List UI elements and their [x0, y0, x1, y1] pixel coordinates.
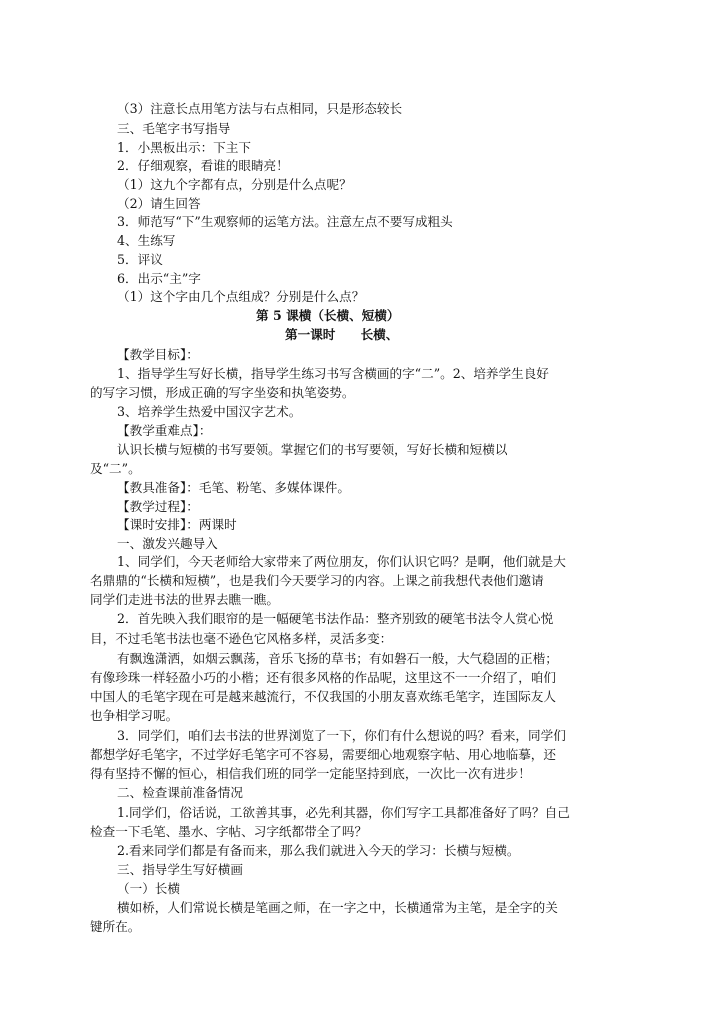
- text-line: 检查一下毛笔、墨水、字帖、习字纸都带全了吗？: [90, 824, 368, 839]
- text-line: 4、生练写: [117, 233, 176, 248]
- text-line: 6．出示“主”字: [117, 271, 201, 286]
- text-line: 2．首先映入我们眼帘的是一幅硬笔书法作品：整齐别致的硬笔书法令人赏心悦: [117, 611, 554, 626]
- text-line: 的写字习惯，形成正确的写字坐姿和执笔姿势。: [90, 385, 355, 400]
- text-line: 同学们走进书法的世界去瞧一瞧。: [90, 592, 279, 607]
- text-line: 名鼎鼎的“长横和短横”，也是我们今天要学习的内容。上课之前我想代表他们邀请: [90, 573, 544, 588]
- text-line: 3．同学们，咱们去书法的世界浏览了一下，你们有什么想说的吗？看来，同学们: [117, 728, 566, 743]
- lesson-subtitle: 第一课时 长横、: [285, 327, 399, 342]
- section-heading: 三、指导学生写好横画: [117, 862, 243, 877]
- text-line: 1、指导学生写好长横，指导学生练习书写含横画的字“二”。2、培养学生良好: [117, 366, 549, 381]
- section-heading: 三、毛笔字书写指导: [117, 121, 231, 136]
- text-line: 键所在。: [90, 919, 141, 934]
- text-line: 认识长横与短横的书写要领。掌握它们的书写要领，写好长横和短横以: [117, 442, 508, 457]
- text-line: 目，不过毛笔书法也毫不逊色它风格多样，灵活多变：: [90, 631, 393, 646]
- text-line: （1）这个字由几个点组成？分别是什么点？: [117, 289, 365, 304]
- text-line: 横如桥，人们常说长横是笔画之师，在一字之中，长横通常为主笔，是全字的关: [117, 900, 558, 915]
- schedule-line: 【课时安排】：两课时: [117, 517, 237, 532]
- text-line: 及“二”。: [90, 461, 141, 476]
- text-line: 3．师范写“下”生观察师的运笔方法。注意左点不要写成粗头: [117, 214, 453, 229]
- text-line: 中国人的毛笔字现在可是越来越流行，不仅我国的小朋友喜欢练毛笔字，连国际友人: [90, 689, 556, 704]
- text-line: （2）请生回答: [117, 196, 201, 211]
- text-line: 3、培养学生热爱中国汉字艺术。: [117, 404, 302, 419]
- text-line: 1.同学们，俗话说，工欲善其事，必先利其器，你们写字工具都准备好了吗？自己: [117, 805, 570, 820]
- text-line: 有飘逸潇洒，如烟云飘荡，音乐飞扬的草书；有如磐石一般，大气稳固的正楷；: [117, 651, 558, 666]
- text-line: 都想学好毛笔字，不过学好毛笔字可不容易，需要细心地观察字帖、用心地临摹，还: [90, 747, 556, 762]
- process-heading: 【教学过程】：: [117, 499, 199, 514]
- key-points-heading: 【教学重难点】：: [117, 423, 212, 438]
- text-line: 2.看来同学们都是有备而来，那么我们就进入今天的学习：长横与短横。: [117, 843, 520, 858]
- section-heading: 二、检查课前准备情况: [117, 785, 243, 800]
- objectives-heading: 【教学目标】：: [117, 347, 199, 362]
- text-line: 得有坚持不懈的恒心，相信我们班的同学一定能坚持到底，一次比一次有进步！: [90, 766, 531, 781]
- text-line: 1．小黑板出示：下主下: [117, 140, 251, 155]
- lesson-title: 第 5 课横（长横、短横）: [256, 308, 400, 323]
- subsection-heading: （一）长横: [117, 881, 180, 896]
- materials-line: 【教具准备】：毛笔、粉笔、多媒体课件。: [117, 480, 350, 495]
- text-line: 2．仔细观察，看谁的眼睛亮！: [117, 158, 289, 173]
- text-line: （3）注意长点用笔方法与右点相同，只是形态较长: [117, 101, 403, 116]
- text-line: 1、同学们，今天老师给大家带来了两位朋友，你们认识它吗？是啊，他们就是大: [117, 554, 566, 569]
- text-line: 也争相学习呢。: [90, 708, 179, 723]
- text-line: （1）这九个字都有点，分别是什么点呢？: [117, 177, 352, 192]
- text-line: 有像珍珠一样轻盈小巧的小楷；还有很多风格的作品呢，这里这不一一介绍了，咱们: [90, 670, 556, 685]
- section-heading: 一、激发兴趣导入: [117, 536, 218, 551]
- text-line: 5．评议: [117, 252, 163, 267]
